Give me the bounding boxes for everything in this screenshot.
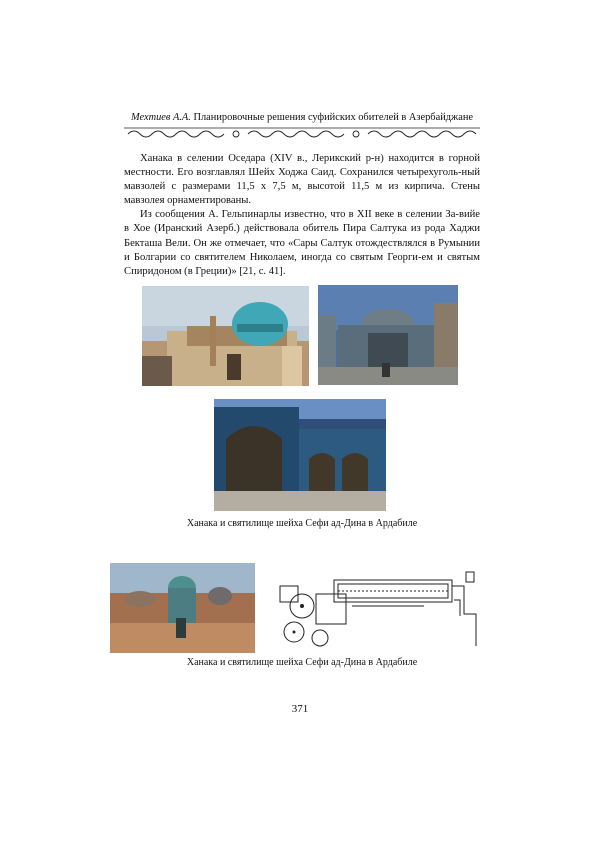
header-author: Мехтиев А.А. xyxy=(130,112,191,123)
photo-ardabil-complex xyxy=(110,563,255,653)
page-number: 371 xyxy=(291,703,309,715)
body-text xyxy=(124,152,480,279)
floor-plan-drawing xyxy=(264,566,486,652)
header-title: Планировочные решения суфийских обителей в Азербайджане xyxy=(193,112,474,123)
figure-caption: Ханака и святилище шейха Сефи ад-Дина в Ардабиле xyxy=(186,657,418,668)
photo-courtyard-dome xyxy=(318,285,458,385)
photo-khanaka-dome xyxy=(142,286,309,386)
paragraph: Из сообщения А. Гельпинарлы известно, что в XII веке в селении За-вийе в Хое (Иранский Азерб.) действовала обитель Пира Салтука из рода Хаджи Бекташа Вели. Он же отмечает, что «Сары Салтук отождествлялся в Румынии и Болгарии со святителем Николаем, иногда со святым Георги-ем и святым Спиридоном (в Греции)» [21, с. 41]. xyxy=(124,209,480,277)
running-header xyxy=(124,112,480,123)
paragraph: Ханака в селении Оседара (XIV в., Лерикский р-н) находится в горной местности. Его возглавлял Шейх Ходжа Саид. Сохранился четырехуголь-ный мавзолей с размерами 11,5 х 7,5 м, высотой 11,5 м из кирпича. Стены мавзолея орнаментированы. xyxy=(124,153,480,207)
photo-tiled-iwan xyxy=(214,399,386,511)
figure-caption: Ханака и святилище шейха Сефи ад-Дина в Ардабиле xyxy=(186,518,418,529)
ornament-divider xyxy=(124,127,480,139)
